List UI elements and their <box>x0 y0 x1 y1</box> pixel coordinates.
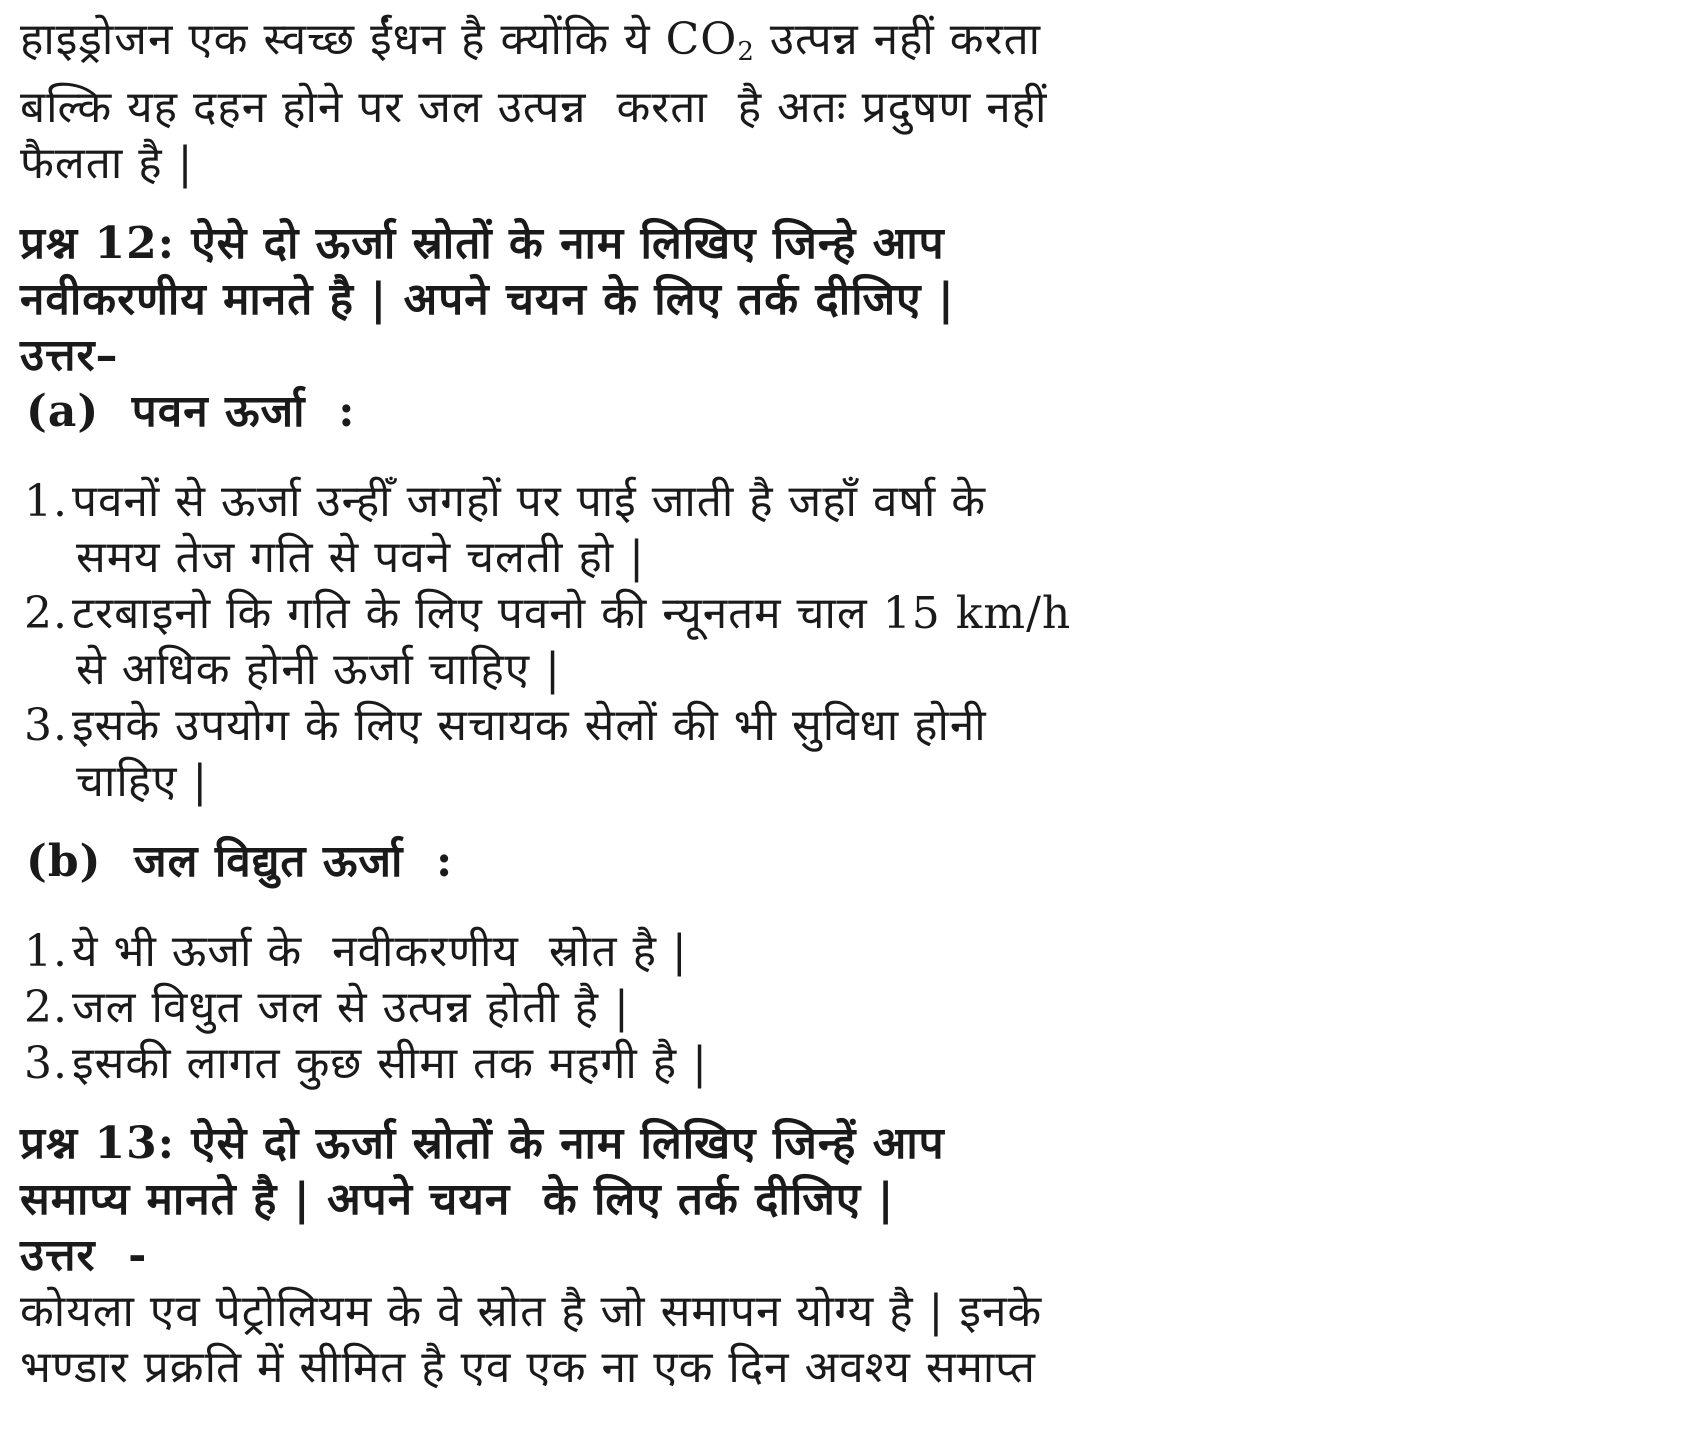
list-item-continuation: चाहिए | <box>76 756 209 807</box>
intro-paragraph <box>20 12 1200 192</box>
list-item-text: टरबाइनो कि गति के लिए पवनो की न्यूनतम चाल 15 km/h <box>72 588 1072 639</box>
document-page <box>20 12 1200 1396</box>
answer-label-13: उत्तर - <box>20 1230 148 1281</box>
answer-13-line-1: कोयला एव पेट्रोलियम के वे स्रोत है जो समापन योग्य है | इनके <box>20 1286 1043 1337</box>
list-item-continuation: समय तेज गति से पवने चलती हो | <box>76 532 645 583</box>
question-13-line-1: प्रश्न 13: ऐसे दो ऊर्जा स्रोतों के नाम लिखिए जिन्हें आप <box>20 1118 945 1169</box>
intro-line-1-text-end: उत्पन्न नहीं करता <box>754 14 1042 65</box>
list-item-text: ये भी ऊर्जा के नवीकरणीय स्रोत है | <box>72 926 688 977</box>
list-item-text: पवनों से ऊर्जा उन्हीँ जगहों पर पाई जाती है जहाँ वर्षा के <box>72 476 987 527</box>
list-item <box>20 698 1200 810</box>
list-item <box>20 586 1200 698</box>
list-item <box>20 474 1200 586</box>
list-number: 3. <box>24 1038 68 1089</box>
question-12-line-1: प्रश्न 12: ऐसे दो ऊर्जा स्रोतों के नाम लिखिए जिन्हे आप <box>20 218 945 269</box>
list-item-text: इसके उपयोग के लिए सचायक सेलों की भी सुविधा होनी <box>72 700 987 751</box>
intro-line-2: बल्कि यह दहन होने पर जल उत्पन्न करता है अतः प्रदुषण नहीं <box>20 82 1048 133</box>
question-12 <box>20 216 1200 1092</box>
intro-line-1 <box>20 12 1200 80</box>
question-13-line-2: समाप्य मानते है | अपने चयन के लिए तर्क दीजिए | <box>20 1174 895 1225</box>
list-item-continuation: से अधिक होनी ऊर्जा चाहिए | <box>76 644 561 695</box>
list-number: 1. <box>24 476 68 527</box>
part-b-heading: (b) जल विद्युत ऊर्जा : <box>26 836 454 887</box>
list-number: 3. <box>24 700 68 751</box>
question-13 <box>20 1116 1200 1396</box>
list-number: 2. <box>24 588 68 639</box>
intro-line-1-text: हाइड्रोजन एक स्वच्छ ईंधन है क्योंकि ये CO <box>20 14 738 65</box>
part-a-heading: (a) पवन ऊर्जा : <box>26 386 356 437</box>
list-item <box>20 1036 1200 1092</box>
list-item-text: इसकी लागत कुछ सीमा तक महगी है | <box>72 1038 708 1089</box>
part-b-list <box>20 924 1200 1092</box>
list-item-text: जल विधुत जल से उत्पन्न होती है | <box>72 982 630 1033</box>
question-12-line-2: नवीकरणीय मानते है | अपने चयन के लिए तर्क दीजिए | <box>20 274 955 325</box>
list-item <box>20 980 1200 1036</box>
co2-subscript: 2 <box>737 37 755 67</box>
intro-line-3: फैलता है | <box>20 138 194 189</box>
answer-label-12: उत्तर– <box>20 330 119 381</box>
list-number: 1. <box>24 926 68 977</box>
part-a-list <box>20 474 1200 810</box>
answer-13-line-2: भण्डार प्रक्रति में सीमित है एव एक ना एक दिन अवश्य समाप्त <box>20 1342 1036 1393</box>
list-number: 2. <box>24 982 68 1033</box>
list-item <box>20 924 1200 980</box>
